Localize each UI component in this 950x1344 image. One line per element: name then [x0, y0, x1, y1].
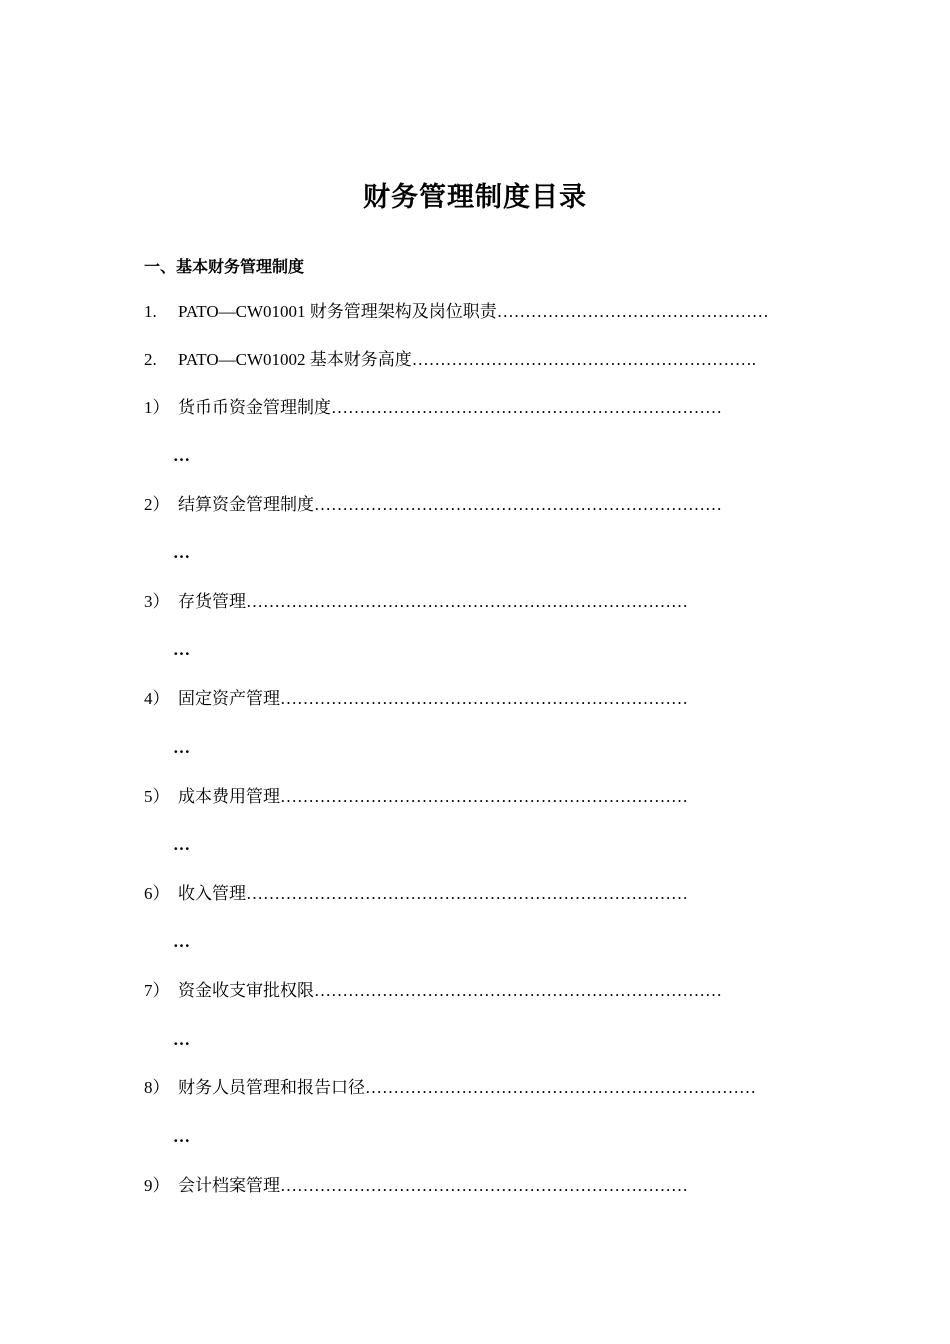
- toc-entry-leader: ……………………………………………………………: [365, 1078, 756, 1097]
- toc-entry-number: 1.: [144, 302, 157, 321]
- toc-entry-text: PATO—CW01001 财务管理架构及岗位职责: [178, 302, 497, 321]
- toc-entry-continuation: …: [173, 1030, 190, 1049]
- toc-entry-number: 3）: [144, 592, 170, 611]
- toc-entry: [144, 347, 806, 373]
- toc-entry-leader: ………………………………………………………………: [280, 787, 688, 806]
- toc-entry: [144, 978, 806, 1004]
- toc-entry-number: 9）: [144, 1176, 170, 1195]
- toc-entry-continuation: …: [173, 446, 190, 465]
- toc-entry-leader: ……………………………………………………………: [331, 398, 722, 417]
- toc-entry-number: 4）: [144, 689, 170, 708]
- section-heading: 一、基本财务管理制度: [144, 257, 305, 276]
- toc-entry-text: 存货管理: [178, 592, 246, 611]
- toc-entry-text: 货币币资金管理制度: [178, 398, 331, 417]
- toc-entry-continuation: …: [173, 835, 190, 854]
- toc-entry-leader: ……………………………………………………………………: [246, 884, 688, 903]
- toc-entry: [144, 299, 806, 325]
- toc-entry-text: 成本费用管理: [178, 787, 280, 806]
- toc-entry: [144, 881, 806, 907]
- toc-entry-continuation: …: [173, 640, 190, 659]
- toc-entry: [144, 589, 806, 615]
- toc-entry: [144, 784, 806, 810]
- toc-entry-text: 会计档案管理: [178, 1176, 280, 1195]
- toc-entry-leader: …………………………………………: [496, 302, 769, 321]
- toc-entry-continuation: …: [173, 738, 190, 757]
- document-title: 财务管理制度目录: [363, 182, 587, 213]
- toc-entry-text: 固定资产管理: [178, 689, 280, 708]
- toc-entry-text: 资金收支审批权限: [178, 981, 314, 1000]
- toc-entry-continuation: …: [173, 932, 190, 951]
- toc-entry: [144, 1173, 806, 1199]
- toc-entry-text: 结算资金管理制度: [178, 495, 314, 514]
- toc-entry-number: 2）: [144, 495, 170, 514]
- toc-entry-continuation: …: [173, 1127, 190, 1146]
- toc-entry-text: 收入管理: [178, 884, 246, 903]
- toc-entry-number: 6）: [144, 884, 170, 903]
- toc-entry-leader: ………………………………………………………………: [314, 495, 722, 514]
- toc-entry-leader: ………………………………………………………………: [280, 1176, 688, 1195]
- toc-entry-leader: ………………………………………………………………: [280, 689, 688, 708]
- toc-entry-text: 财务人员管理和报告口径: [178, 1078, 365, 1097]
- toc-entry-leader: ……………………………………………………………………: [246, 592, 688, 611]
- toc-entry-leader: ………………………………………………………………: [314, 981, 722, 1000]
- toc-entry-number: 5）: [144, 787, 170, 806]
- toc-entry: [144, 686, 806, 712]
- toc-entry-continuation: …: [173, 543, 190, 562]
- toc-entry-number: 1）: [144, 398, 170, 417]
- toc-entry: [144, 1075, 806, 1101]
- toc-entry-leader: …………………………………………………….: [411, 350, 757, 369]
- toc-entry-text: PATO—CW01002 基本财务高度: [178, 350, 412, 369]
- toc-entry: [144, 395, 806, 421]
- toc-entry-number: 7）: [144, 981, 170, 1000]
- toc-entry: [144, 492, 806, 518]
- toc-entry-number: 8）: [144, 1078, 170, 1097]
- toc-entry-number: 2.: [144, 350, 157, 369]
